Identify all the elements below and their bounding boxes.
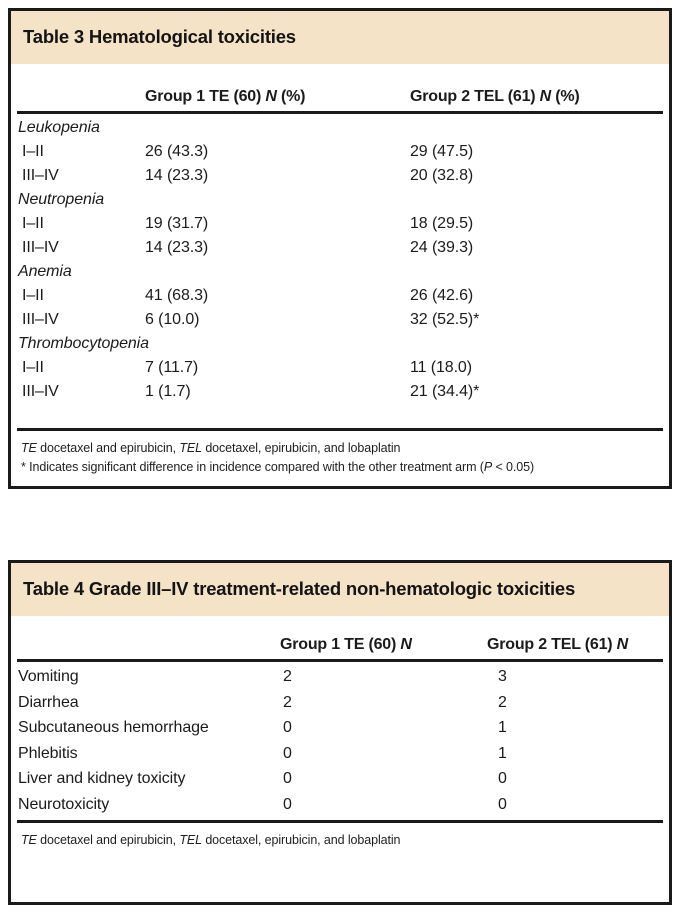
cell-group2 [410,116,660,140]
table3-footnote-significance: * Indicates significant difference in incidence compared with the other treatment arm (P < 0.05) [21,459,535,474]
row-label: Vomiting [18,668,79,685]
table3-footnote-abbreviations: TE docetaxel and epirubicin, TEL docetaxel, epirubicin, and lobaplatin [21,441,401,455]
cell-group1: 14 (23.3) [145,167,209,184]
cell-group1: 14 (23.3) [145,239,209,256]
row-label: Subcutaneous hemorrhage [18,719,209,736]
table3-title: Table 3 Hematological toxicities [23,26,296,47]
table-row [18,140,660,164]
cell-group2 [410,188,660,212]
row-label: Liver and kidney toxicity [18,770,186,787]
cell-group2 [410,332,660,356]
table-row [18,690,660,716]
table-row [18,308,660,332]
table3-header-spacer [18,86,145,107]
cell-group2: 20 (32.8) [410,167,474,184]
table-row [18,284,660,308]
table3-title-band [11,11,669,64]
cell-group1 [145,188,410,212]
cell-group1: 6 (10.0) [145,311,200,328]
table-row [18,116,660,140]
cell-group1 [145,260,410,284]
cell-group2: 29 (47.5) [410,143,474,160]
row-label: III–IV [22,167,59,184]
table4-title: Table 4 Grade III–IV treatment-related non-hematologic toxicities [23,578,576,599]
table-row [18,236,660,260]
cell-group2: 0 [498,770,507,787]
row-label: Thrombocytopenia [18,335,149,352]
row-label: III–IV [22,383,59,400]
cell-group2: 26 (42.6) [410,287,474,304]
cell-group1: 2 [283,693,292,711]
table4-column-headers [11,634,669,655]
table3-column-headers [11,86,669,107]
table-row [18,188,660,212]
cell-group2: 1 [498,719,507,736]
table4-footnote-abbreviations: TE docetaxel and epirubicin, TEL docetaxel, epirubicin, and lobaplatin [21,833,401,847]
table4-body [11,662,669,817]
row-label: III–IV [22,311,59,328]
row-label: I–II [22,143,44,160]
table4-header-group2: Group 2 TEL (61) N [487,636,629,653]
table-row [18,380,660,404]
table3-header-group2: Group 2 TEL (61) N (%) [410,88,580,105]
cell-group2: 18 (29.5) [410,215,474,232]
table3-body [11,114,669,404]
row-label: III–IV [22,239,59,256]
table-row [18,766,660,792]
row-label: Phlebitis [18,744,78,762]
row-label: Diarrhea [18,693,79,711]
row-label: Neutropenia [18,191,105,208]
table3-card [8,8,672,489]
table4-header-group1: Group 1 TE (60) N [280,636,412,653]
row-label: I–II [22,359,44,376]
table-row [18,332,660,356]
table-row [18,164,660,188]
cell-group1 [145,116,410,140]
cell-group2: 32 (52.5)* [410,311,480,328]
row-label: I–II [22,215,44,232]
table4-card [8,560,672,905]
row-label: I–II [22,287,44,304]
table-row [18,741,660,767]
row-label: Leukopenia [18,119,100,136]
cell-group2 [410,260,660,284]
cell-group2: 21 (34.4)* [410,383,480,400]
table4-title-band [11,563,669,616]
cell-group1: 1 (1.7) [145,383,191,400]
table4-header-spacer [18,634,280,655]
table3-footnotes [11,431,669,476]
table-row [18,715,660,741]
row-label: Neurotoxicity [18,795,110,813]
table3-header-group1: Group 1 TE (60) N (%) [145,88,306,105]
table-row [18,664,660,690]
table-row [18,212,660,236]
cell-group1: 0 [283,770,292,787]
row-label: Anemia [18,263,72,280]
cell-group1: 41 (68.3) [145,287,209,304]
cell-group1: 7 (11.7) [145,359,199,376]
cell-group1 [145,332,410,356]
cell-group2: 24 (39.3) [410,239,474,256]
cell-group1: 26 (43.3) [145,143,209,160]
table4-footnotes [11,823,669,850]
cell-group2: 1 [498,744,507,762]
cell-group2: 3 [498,668,507,685]
cell-group2: 2 [498,693,507,711]
table-row [18,260,660,284]
cell-group2: 0 [498,795,507,813]
cell-group1: 19 (31.7) [145,215,209,232]
cell-group2: 11 (18.0) [410,359,472,376]
cell-group1: 0 [283,719,292,736]
table-row [18,356,660,380]
cell-group1: 2 [283,668,292,685]
table-row [18,792,660,818]
cell-group1: 0 [283,744,292,762]
cell-group1: 0 [283,795,292,813]
